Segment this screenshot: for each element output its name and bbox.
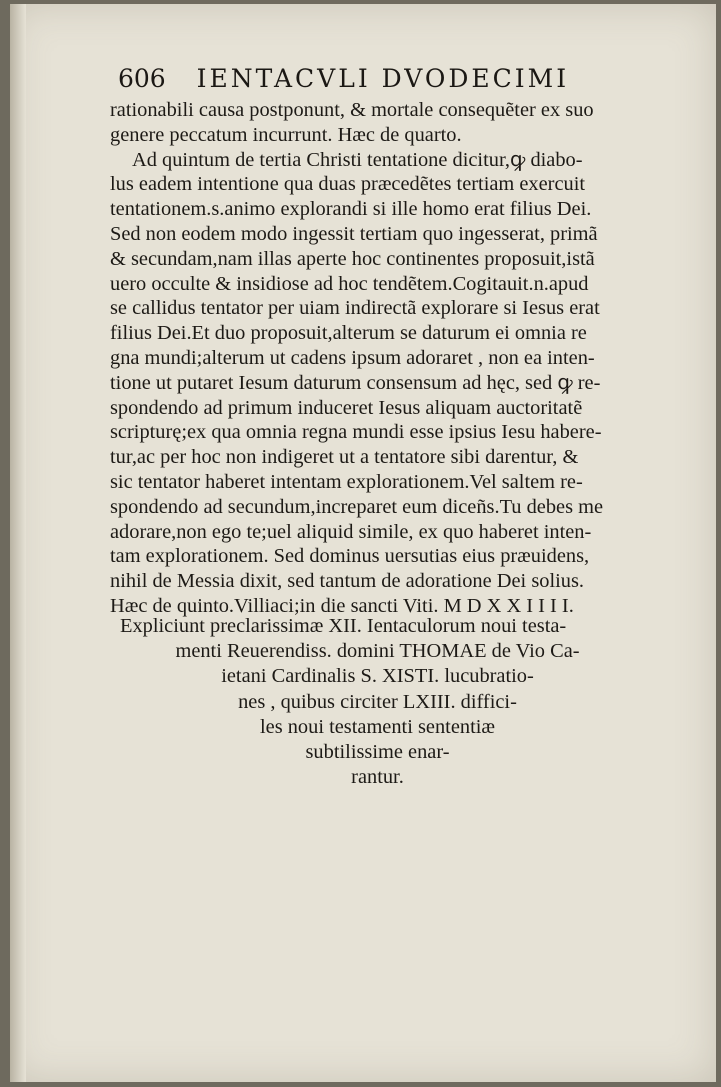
body-line: spondendo ad primum induceret Iesus aliquam auctoritatẽ: [110, 396, 583, 419]
colophon-line: rantur.: [351, 766, 404, 789]
colophon-line: menti Reuerendiss. domini THOMAE de Vio Ca-: [175, 640, 580, 663]
body-line: Sed non eodem modo ingessit tertiam quo ingesserat, primã: [110, 222, 598, 245]
colophon-line: nes , quibus circiter LXIII. diffici-: [238, 690, 517, 713]
colophon-line: ietani Cardinalis S. XISTI. lucubratio-: [221, 665, 534, 688]
body-line: rationabili causa postponunt, & mortale consequẽter ex suo: [110, 99, 594, 121]
body-line-date: Hæc de quinto.Villiaci;in die sancti Viti. M D X X I I I I.: [110, 594, 574, 617]
body-line: Ad quintum de tertia Christi tentatione dicitur,ꝙ diabo-: [132, 148, 583, 171]
body-text: [110, 98, 650, 619]
body-line: & secundam,nam illas aperte hoc continentes proposuit,istã: [110, 247, 595, 270]
body-line: adorare,non ego te;uel aliquid simile, ex quo haberet inten-: [110, 520, 592, 543]
body-line: filius Dei.Et duo proposuit,alterum se daturum ei omnia re: [110, 322, 587, 345]
colophon-line: Expliciunt preclarissimæ XII. Ientaculorum noui testa-: [120, 615, 567, 637]
body-line: uero occulte & insidiose ad hoc tendẽtem.Cogitauit.n.apud: [110, 272, 589, 295]
body-line: gna mundi;alterum ut cadens ipsum adoraret , non ea inten-: [110, 346, 595, 369]
page-number: 606: [118, 64, 166, 93]
body-line: tione ut putaret Iesum daturum consensum ad hęc, sed ꝙ re-: [110, 371, 601, 394]
body-line: genere peccatum incurrunt. Hæc de quarto.: [110, 123, 462, 146]
body-line: tur,ac per hoc non indigeret ut a tentatore sibi darentur, &: [110, 446, 579, 469]
body-line: scripturę;ex qua omnia regna mundi esse ipsius Iesu habere-: [110, 421, 602, 444]
body-line: tentationem.s.animo explorandi si ille homo erat filius Dei.: [110, 198, 592, 221]
body-line: sic tentator haberet intentam explorationem.Vel saltem re-: [110, 470, 583, 493]
body-line: lus eadem intentione qua duas præcedẽtes tertiam exercuit: [110, 173, 586, 196]
body-line: tam explorationem. Sed dominus uersutias eius præuidens,: [110, 545, 590, 568]
colophon: [110, 614, 645, 790]
colophon-line: subtilissime enar-: [305, 741, 450, 764]
body-line: nihil de Messia dixit, sed tantum de adoratione Dei solius.: [110, 570, 585, 593]
running-header: [118, 64, 618, 93]
running-title: IENTACVLI DVODECIMI: [196, 64, 570, 93]
body-line: spondendo ad secundum,increparet eum diceñs.Tu debes me: [110, 495, 604, 518]
page-gutter-shadow: [10, 4, 26, 1082]
body-line: se callidus tentator per uiam indirectã explorare si Iesus erat: [110, 297, 600, 320]
book-page: [10, 4, 716, 1082]
colophon-line: les noui testamenti sententiæ: [259, 715, 496, 738]
